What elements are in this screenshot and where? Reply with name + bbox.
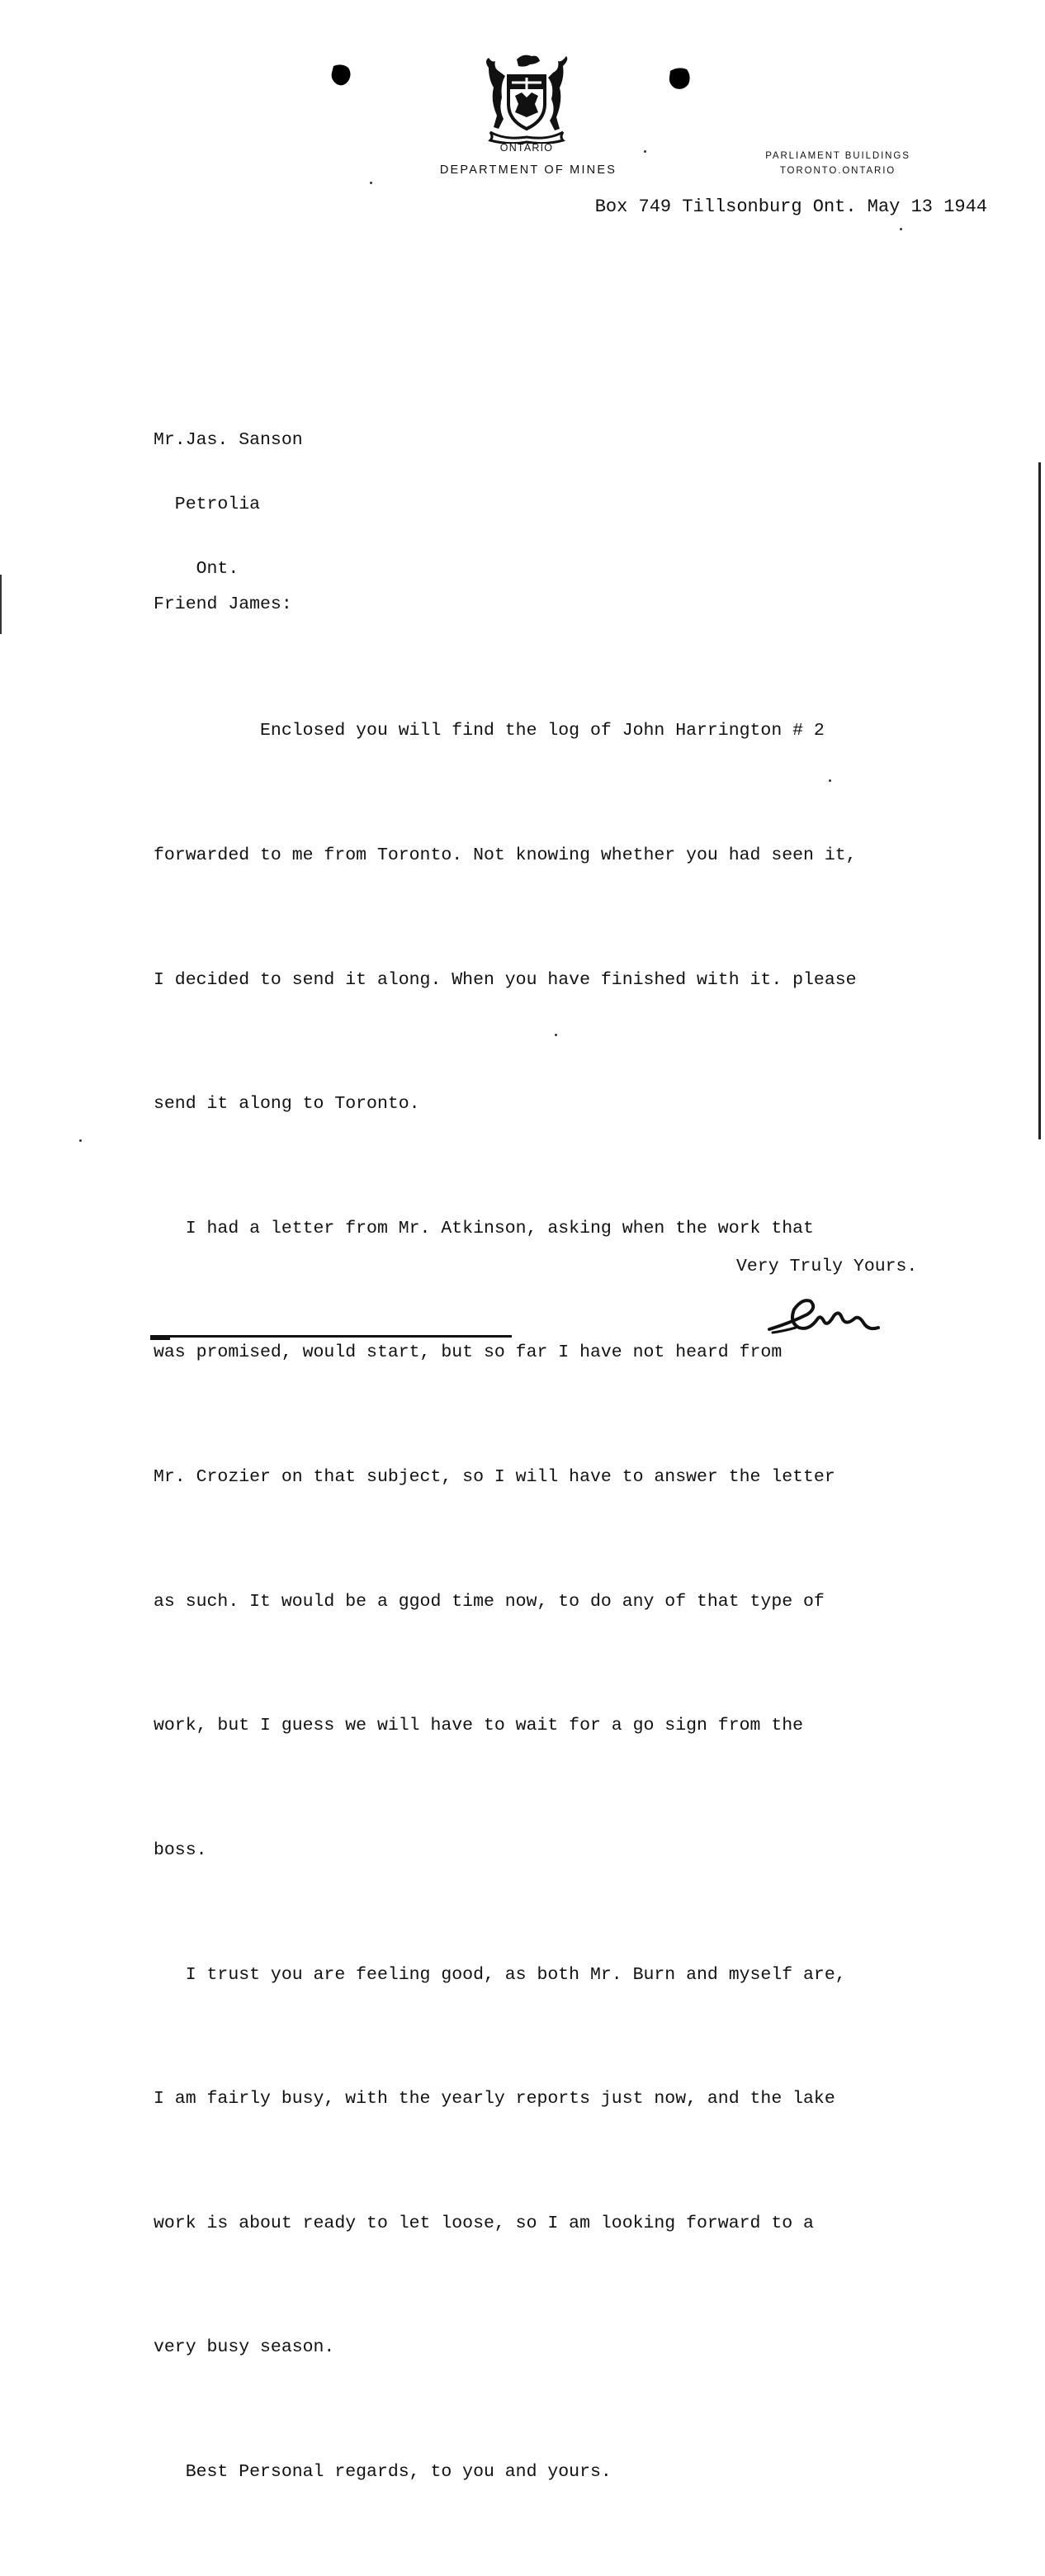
- letterhead-address-line2: TORONTO.ONTARIO: [779, 166, 896, 176]
- recipient-city: Petrolia: [154, 495, 261, 514]
- scan-speck: [370, 182, 372, 184]
- letterhead-address: [743, 149, 933, 178]
- scan-speck: [555, 1034, 557, 1036]
- letterhead-department: DEPARTMENT OF MINES: [439, 163, 617, 177]
- dateline: Box 749 Tillsonburg Ont. May 13 1944: [594, 197, 987, 217]
- body-line: I decided to send it along. When you have finished with it. please: [154, 969, 857, 990]
- body-line: was promised, would start, but so far I have not heard from: [154, 1342, 783, 1363]
- closing: Very Truly Yours.: [736, 1257, 918, 1276]
- body-line: Mr. Crozier on that subject, so I will have to answer the letter: [154, 1467, 835, 1488]
- body-line: I am fairly busy, with the yearly reports just now, and the lake: [154, 2089, 835, 2110]
- body-line: I trust you are feeling good, as both Mr. Burn and myself are,: [154, 1964, 846, 1985]
- salutation: Friend James:: [154, 594, 292, 614]
- punch-hole-left-icon: [329, 63, 353, 88]
- ontario-coat-of-arms-icon: [480, 51, 573, 144]
- body-line: forwarded to me from Toronto. Not knowing whether you had seen it,: [154, 845, 857, 866]
- body-line: Best Personal regards, to you and yours.: [154, 2461, 612, 2482]
- scan-speck: [900, 228, 902, 230]
- body-line: send it along to Toronto.: [154, 1094, 420, 1115]
- letterhead-address-line1: PARLIAMENT BUILDINGS: [765, 151, 910, 161]
- recipient-address: [154, 386, 303, 623]
- bottom-rule-mark: [150, 1335, 170, 1340]
- body-line: Enclosed you will find the log of John Harrington # 2: [154, 721, 825, 741]
- body-line: very busy season.: [154, 2337, 335, 2358]
- scan-speck: [829, 779, 831, 782]
- recipient-name: Mr.Jas. Sanson: [154, 430, 303, 450]
- body-line: as such. It would be a ggod time now, to do any of that type of: [154, 1591, 825, 1612]
- punch-hole-right-icon: [667, 66, 692, 91]
- scan-edge-right: [1038, 462, 1041, 1139]
- bottom-rule: [150, 1335, 512, 1338]
- scan-edge-left: [0, 575, 2, 634]
- letter-body: [154, 627, 987, 2576]
- body-line: I had a letter from Mr. Atkinson, asking when the work that: [154, 1218, 814, 1238]
- recipient-province: Ont.: [154, 559, 239, 579]
- handwritten-signature-icon: [766, 1290, 882, 1341]
- letterhead-province: ONTARIO: [499, 142, 554, 154]
- body-line: work, but I guess we will have to wait for a go sign from the: [154, 1716, 804, 1736]
- body-line: boss.: [154, 1840, 207, 1860]
- scan-speck: [79, 1139, 82, 1142]
- body-line: work is about ready to let loose, so I am looking forward to a: [154, 2213, 814, 2233]
- scan-speck: [644, 150, 646, 153]
